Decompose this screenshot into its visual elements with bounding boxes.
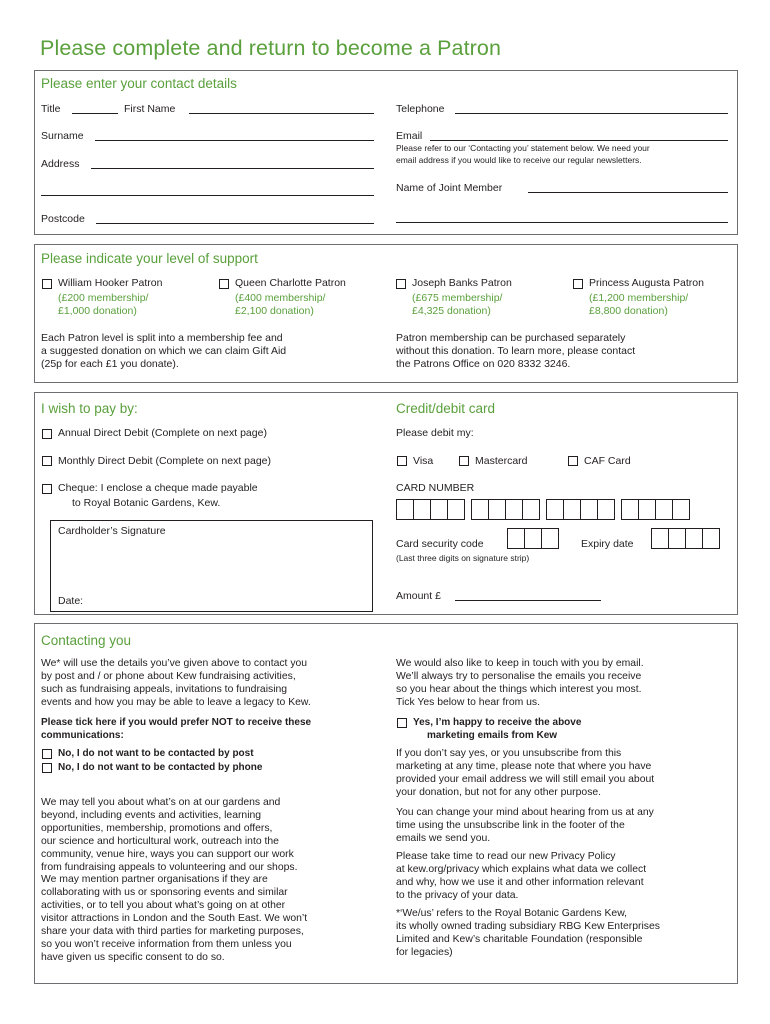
card-number-digit-box[interactable] <box>638 499 656 520</box>
contact-left-more-line: our science and horticultural work, outreach into the <box>41 835 279 847</box>
contact-left-more-line: activities, or to tell you about what’s going on at other <box>41 900 286 912</box>
support-note-right-1: Patron membership can be purchased separately <box>396 332 626 344</box>
email-field[interactable] <box>430 140 728 141</box>
telephone-field[interactable] <box>455 113 728 114</box>
joint-member-field[interactable] <box>528 192 728 193</box>
security-code-digit-box[interactable] <box>524 528 542 549</box>
address-field-2[interactable] <box>41 195 374 196</box>
card-number-digit-box[interactable] <box>488 499 506 520</box>
monthly-direct-debit-label: Monthly Direct Debit (Complete on next page) <box>58 455 272 467</box>
expiry-date-digit-box[interactable] <box>685 528 703 549</box>
card-number-digit-box[interactable] <box>621 499 639 520</box>
expiry-date-digit-box[interactable] <box>651 528 669 549</box>
contact-right-intro-line: Tick Yes below to hear from us. <box>396 696 540 708</box>
card-number-digit-box[interactable] <box>597 499 615 520</box>
contact-right-p3-line: time using the unsubscribe link in the footer of the <box>396 819 625 831</box>
contact-left-intro-line: events and how you may be able to leave a legacy to Kew. <box>41 696 311 708</box>
contact-left-more-line: We may tell you about what’s on at our gardens and <box>41 797 281 808</box>
mastercard-label: Mastercard <box>475 455 528 467</box>
address-field-1[interactable] <box>91 168 374 169</box>
no-phone-checkbox[interactable] <box>42 763 52 773</box>
contact-right-p5-line: Limited and Kew’s charitable Foundation (responsible <box>396 933 643 945</box>
email-note-line-2: email address if you would like to receive our regular newsletters. <box>396 155 642 165</box>
contact-right-p2-line: provided your email address we will still email you about <box>396 773 655 785</box>
page-title: Please complete and return to become a Patron <box>40 36 502 60</box>
contact-right-intro-line: We’ll always try to personalise the emails you receive <box>396 670 642 682</box>
card-number-digit-box[interactable] <box>580 499 598 520</box>
contact-left-intro <box>41 658 311 710</box>
contact-left-intro-line: such as fundraising appeals, invitations to fundraising <box>41 683 288 695</box>
surname-field[interactable] <box>95 140 374 141</box>
contact-right-p5-line: its wholly owned trading subsidiary RBG Kew Enterprises <box>396 920 660 932</box>
cheque-label-line-2: to Royal Botanic Gardens, Kew. <box>72 497 221 509</box>
first-name-field[interactable] <box>189 113 374 114</box>
queen-charlotte-donation: £2,100 donation) <box>235 305 314 317</box>
no-post-checkbox[interactable] <box>42 749 52 759</box>
card-number-digit-box[interactable] <box>447 499 465 520</box>
credit-debit-card-heading: Credit/debit card <box>396 401 496 416</box>
cheque-label-line-1: Cheque: I enclose a cheque made payable <box>58 482 258 494</box>
william-hooker-donation: £1,000 donation) <box>58 305 137 317</box>
joseph-banks-donation: £4,325 donation) <box>412 305 491 317</box>
contact-right-p2-line: your donation, but not for any other purpose. <box>396 786 602 798</box>
no-post-label: No, I do not want to be contacted by post <box>58 748 254 759</box>
support-note-left-3: (25p for each £1 you donate). <box>41 358 179 370</box>
contact-left-more-line: opportunities, membership, promotions and offers, <box>41 822 273 834</box>
amount-label: Amount £ <box>396 590 441 602</box>
contact-right-p4 <box>396 851 646 903</box>
support-note-left-2: a suggested donation on which we can claim Gift Aid <box>41 345 287 357</box>
card-number-digit-box[interactable] <box>563 499 581 520</box>
princess-augusta-label: Princess Augusta Patron <box>589 277 704 289</box>
contact-right-p3 <box>396 807 654 846</box>
pay-by-heading: I wish to pay by: <box>41 401 138 416</box>
contact-left-intro-line: We* will use the details you’ve given above to contact you <box>41 658 308 669</box>
annual-direct-debit-label: Annual Direct Debit (Complete on next page) <box>58 427 267 439</box>
contact-right-p2-line: If you don’t say yes, or you unsubscribe from this <box>396 748 622 759</box>
support-note-left-1: Each Patron level is split into a membership fee and <box>41 332 283 344</box>
queen-charlotte-checkbox[interactable] <box>219 279 229 289</box>
email-label: Email <box>396 130 423 142</box>
william-hooker-membership: (£200 membership/ <box>58 292 149 304</box>
princess-augusta-checkbox[interactable] <box>573 279 583 289</box>
contact-right-p5-line: *‘We/us’ refers to the Royal Botanic Gardens Kew, <box>396 908 628 919</box>
expiry-date-label: Expiry date <box>581 538 634 550</box>
address-label: Address <box>41 158 80 170</box>
amount-field[interactable] <box>455 600 601 601</box>
date-label: Date: <box>58 595 84 607</box>
caf-card-label: CAF Card <box>584 455 631 467</box>
joseph-banks-membership: (£675 membership/ <box>412 292 503 304</box>
prefer-not-line: communications: <box>41 729 124 741</box>
contact-right-intro-line: We would also like to keep in touch with you by email. <box>396 658 644 669</box>
email-yes-label-line-2: marketing emails from Kew <box>427 730 558 741</box>
contact-right-p4-line: Please take time to read our new Privacy Policy <box>396 851 616 862</box>
mastercard-checkbox[interactable] <box>459 456 469 466</box>
contact-right-p5 <box>396 908 660 960</box>
princess-augusta-membership: (£1,200 membership/ <box>589 292 689 304</box>
queen-charlotte-membership: (£400 membership/ <box>235 292 326 304</box>
telephone-label: Telephone <box>396 103 445 115</box>
contact-left-more-line: We may mention partner organisations if they are <box>41 874 268 886</box>
support-note-right-2: without this donation. To learn more, please contact <box>396 345 636 357</box>
joint-member-field-2[interactable] <box>396 222 728 223</box>
contact-right-p4-line: at kew.org/privacy which explains what data we collect <box>396 863 647 875</box>
email-yes-label-line-1: Yes, I’m happy to receive the above <box>413 717 582 728</box>
contact-right-p5-line: for legacies) <box>396 946 453 958</box>
contacting-you-heading: Contacting you <box>41 633 132 648</box>
security-code-label: Card security code <box>396 538 484 550</box>
security-code-digit-box[interactable] <box>507 528 525 549</box>
contact-left-intro-line: by post and / or phone about Kew fundraising activities, <box>41 670 296 682</box>
contact-left-more-line: so you won’t receive information from them unless you <box>41 938 292 950</box>
email-yes-checkbox[interactable] <box>397 718 407 728</box>
contact-details-heading: Please enter your contact details <box>41 76 237 91</box>
annual-direct-debit-checkbox[interactable] <box>42 429 52 439</box>
expiry-date-digit-box[interactable] <box>702 528 720 549</box>
queen-charlotte-label: Queen Charlotte Patron <box>235 277 346 289</box>
contact-right-p4-line: to the privacy of your data. <box>396 889 519 901</box>
card-number-digit-box[interactable] <box>396 499 414 520</box>
support-level-heading: Please indicate your level of support <box>41 251 258 266</box>
princess-augusta-donation: £8,800 donation) <box>589 305 668 317</box>
postcode-field[interactable] <box>96 223 374 224</box>
card-number-digit-box[interactable] <box>430 499 448 520</box>
card-number-digit-box[interactable] <box>413 499 431 520</box>
contact-right-p2 <box>396 748 654 800</box>
contact-left-more-line: community, venue hire, ways you can support our work <box>41 848 294 860</box>
contact-left-more <box>41 797 307 965</box>
contact-right-p3-line: You can change your mind about hearing from us at any <box>396 807 654 818</box>
card-number-digit-box[interactable] <box>655 499 673 520</box>
joseph-banks-label: Joseph Banks Patron <box>412 277 512 289</box>
contact-left-more-line: visitor attractions in London and the South East. We won’t <box>41 913 308 925</box>
joint-member-label: Name of Joint Member <box>396 182 503 194</box>
visa-checkbox[interactable] <box>397 456 407 466</box>
contact-left-more-line: share your data with third parties for marketing purposes, <box>41 926 304 938</box>
card-number-digit-box[interactable] <box>471 499 489 520</box>
contact-right-p4-line: and why, how we use it and other information relevant <box>396 876 644 888</box>
card-number-label: CARD NUMBER <box>396 482 475 494</box>
joseph-banks-checkbox[interactable] <box>396 279 406 289</box>
card-number-digit-box[interactable] <box>505 499 523 520</box>
expiry-date-digit-box[interactable] <box>668 528 686 549</box>
security-code-digit-box[interactable] <box>541 528 559 549</box>
monthly-direct-debit-checkbox[interactable] <box>42 456 52 466</box>
contact-left-more-line: have given us specific consent to do so. <box>41 951 225 963</box>
postcode-label: Postcode <box>41 213 85 225</box>
contact-right-intro <box>396 658 644 710</box>
support-note-right-3: the Patrons Office on 020 8332 3246. <box>396 358 571 370</box>
contact-left-more-line: beyond, including events and activities, learning <box>41 809 262 821</box>
no-phone-label: No, I do not want to be contacted by phone <box>58 762 263 773</box>
contact-right-p2-line: marketing at any time, please note that where you have <box>396 760 652 772</box>
surname-label: Surname <box>41 130 84 142</box>
signature-label: Cardholder’s Signature <box>58 525 166 537</box>
first-name-label: First Name <box>124 103 176 115</box>
card-number-digit-box[interactable] <box>546 499 564 520</box>
william-hooker-label: William Hooker Patron <box>58 277 163 289</box>
prefer-not-instructions <box>41 717 311 743</box>
contact-left-more-line: from fundraising appeals to volunteering and our shops. <box>41 861 298 873</box>
title-field[interactable] <box>72 113 118 114</box>
contact-left-more-line: collaborating with us or sponsoring events and similar <box>41 887 288 899</box>
security-code-note: (Last three digits on signature strip) <box>396 553 530 563</box>
cheque-checkbox[interactable] <box>42 484 52 494</box>
card-number-digit-box[interactable] <box>672 499 690 520</box>
prefer-not-line: Please tick here if you would prefer NOT to receive these <box>41 717 312 728</box>
please-debit-label: Please debit my: <box>396 427 474 439</box>
contact-right-intro-line: so you hear about the things which interest you most. <box>396 683 642 695</box>
caf-card-checkbox[interactable] <box>568 456 578 466</box>
title-label: Title <box>41 103 61 115</box>
card-number-digit-box[interactable] <box>522 499 540 520</box>
visa-label: Visa <box>413 455 434 467</box>
email-note-line-1: Please refer to our ‘Contacting you’ statement below. We need your <box>396 143 650 153</box>
contact-right-p3-line: emails we send you. <box>396 832 491 844</box>
william-hooker-checkbox[interactable] <box>42 279 52 289</box>
